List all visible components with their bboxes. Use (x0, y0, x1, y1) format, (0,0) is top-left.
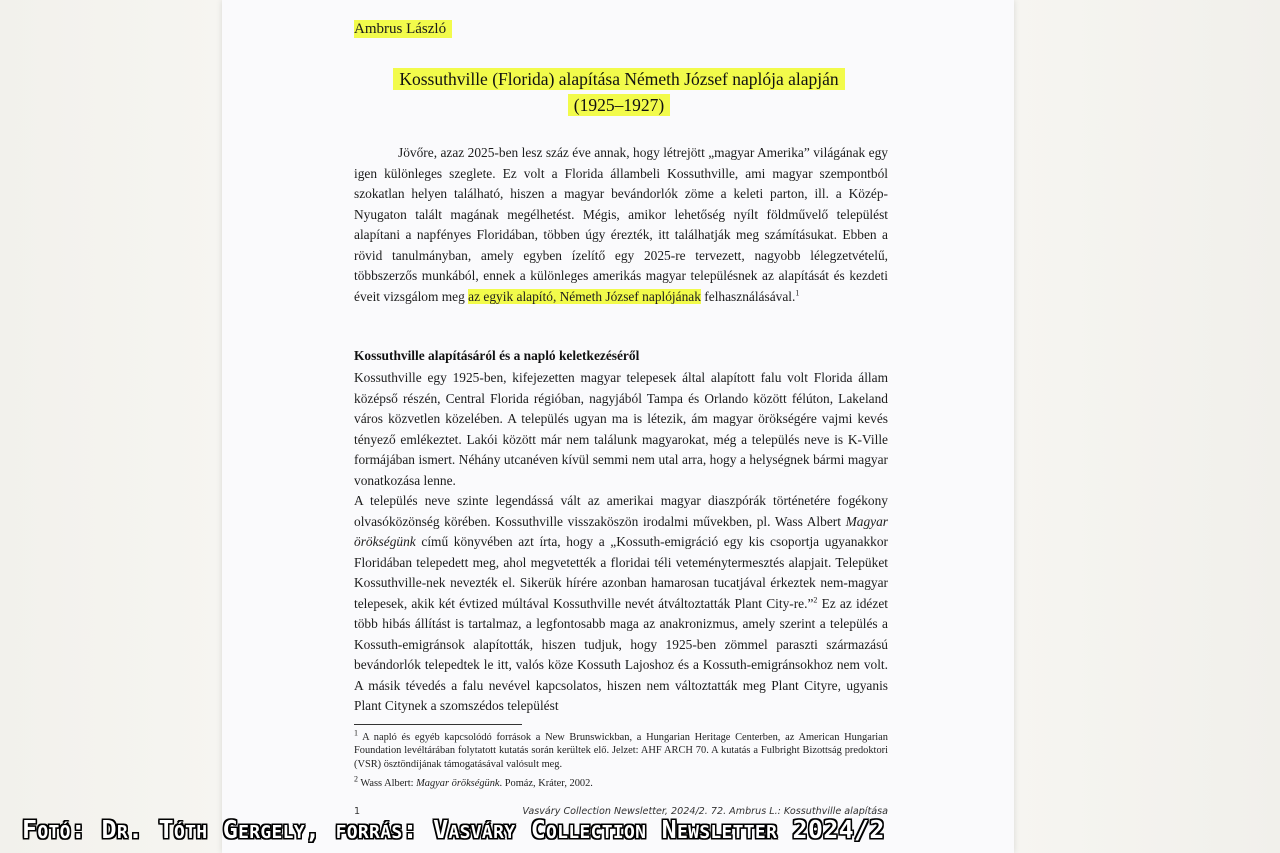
footnote-1 (354, 728, 888, 771)
paragraph-2-part-2: című könyvében azt írta, hogy a „Kossuth-emigráció egy kis csoportja ugyanakkor Floridában telepedett meg, ahol megvetették a floridai téli veteménytermesztés alapjait. Telepüket Kossuthville-nek nevezték el. Sikerük hírére azonban hamarosan tucatjával érkeztek nem-magyar telepesek, akik két évtized múltával Kossuthville nevét átváltoztatták Plant City-re.” (354, 534, 888, 611)
footnote-2 (354, 774, 888, 790)
footnote-2-book-title: Magyar örökségünk (416, 778, 500, 789)
paragraph-2-part-3: Ez az idézet több hibás állítást is tartalmaz, a legfontosabb maga az anakronizmus, amely szerint a település a Kossuth-emigránsok alapították, hiszen tudjuk, hogy 1925-ben zömmel paraszti származású bevándorlók telepedtek le itt, valós köze Kossuth Lajoshoz és a Kossuth-emigránsokhoz nem volt. A másik tévedés a falu nevével kapcsolatos, hiszen nem változtatták meg Plant Cityre, ugyanis Plant Citynek a szomszédos települést (354, 595, 888, 713)
document-title (354, 66, 884, 118)
footnote-separator (354, 724, 522, 725)
intro-text-end: felhasználásával. (700, 288, 796, 304)
footnote-2-text: Wass Albert: (358, 778, 417, 789)
author-highlight: Ambrus László (354, 20, 452, 38)
intro-text: Jövőre, azaz 2025-ben lesz száz éve annak, hogy létrejött „magyar Amerika” világának egy igen különleges szeglete. Ez volt a Florida állambeli Kossuthville, ami magyar szempontból szokatlan helyen található, hiszen a magyar bevándorlók zöme a keleti parton, ill. a Közép-Nyugaton talált magának megélhetést. Mégis, amikor lehetőség nyílt földművelő települést alapítani a napfényes Floridában, többen úgy érezték, itt találhatják meg számításukat. Ebben a rövid tanulmányban, amely egyben ízelítő egy 2025-re tervezett, nagyobb lélegzetvételű, többszerzős munkából, ennek a különleges amerikás magyar településnek az alapítását és kezdeti éveit vizsgálom meg (354, 145, 888, 304)
footnote-1-text: A napló és egyéb kapcsolódó források a New Brunswickban, a Hungarian Heritage Centerben, az American Hungarian Foundation levéltárában folytatott kutatás során kerültek elő. Jelzet: AHF ARCH 70. A kutatás a Fulbright Bizottság predoktori (VSR) ösztöndíjának támogatásával valósult meg. (354, 732, 888, 770)
paragraph-2-part-1: A település neve szinte legendássá vált az amerikai magyar diaszpórák történetére fogékony olvasóközönség körében. Kossuthville visszaköszön irodalmi művekben, pl. Wass Albert (354, 493, 888, 529)
intro-highlighted-text: az egyik alapító, Németh József naplójának (468, 288, 701, 304)
title-line-1: Kossuthville (Florida) alapítása Németh József naplója alapján (393, 68, 844, 90)
section-paragraph-2 (354, 491, 888, 717)
intro-paragraph (354, 143, 888, 307)
footnote-ref-2: 2 (813, 595, 818, 605)
section-paragraph-1: Kossuthville egy 1925-ben, kifejezetten magyar telepesek által alapított falu volt Florida állam középső részén, Central Florida régióban, nagyjából Tampa és Orlando között félúton, Lakeland város közvetlen közelében. A település ugyan ma is létezik, ám magyar örökségére vajmi kevés tényező emlékeztet. Lakói között már nem találunk magyarokat, még a település neve is K-Ville formájában ismert. Néhány utcanéven kívül semmi nem utal arra, hogy a helységnek bármi magyar vonatkozása lenne. (354, 370, 888, 488)
running-footer: Vasváry Collection Newsletter, 2024/2. 72. Ambrus L.: Kossuthville alapítása (522, 806, 888, 817)
background-left (0, 0, 222, 853)
photo-credit-watermark: Fotó: Dr. Tóth Gergely, forrás: Vasváry Collection Newsletter 2024/2 (22, 815, 885, 844)
footnote-2-number: 2 (354, 774, 358, 784)
footnote-1-number: 1 (354, 728, 358, 738)
footnote-2-text-end: . Pomáz, Kráter, 2002. (499, 778, 593, 789)
page-number: 1 (354, 806, 361, 817)
section-heading: Kossuthville alapításáról és a napló keletkezéséről (354, 348, 640, 363)
author-name (354, 21, 452, 38)
book-title: Magyar örökségünk (354, 513, 888, 549)
background-right (1014, 0, 1280, 853)
footnote-ref-1: 1 (795, 288, 800, 298)
title-line-2: (1925–1927) (568, 94, 670, 116)
